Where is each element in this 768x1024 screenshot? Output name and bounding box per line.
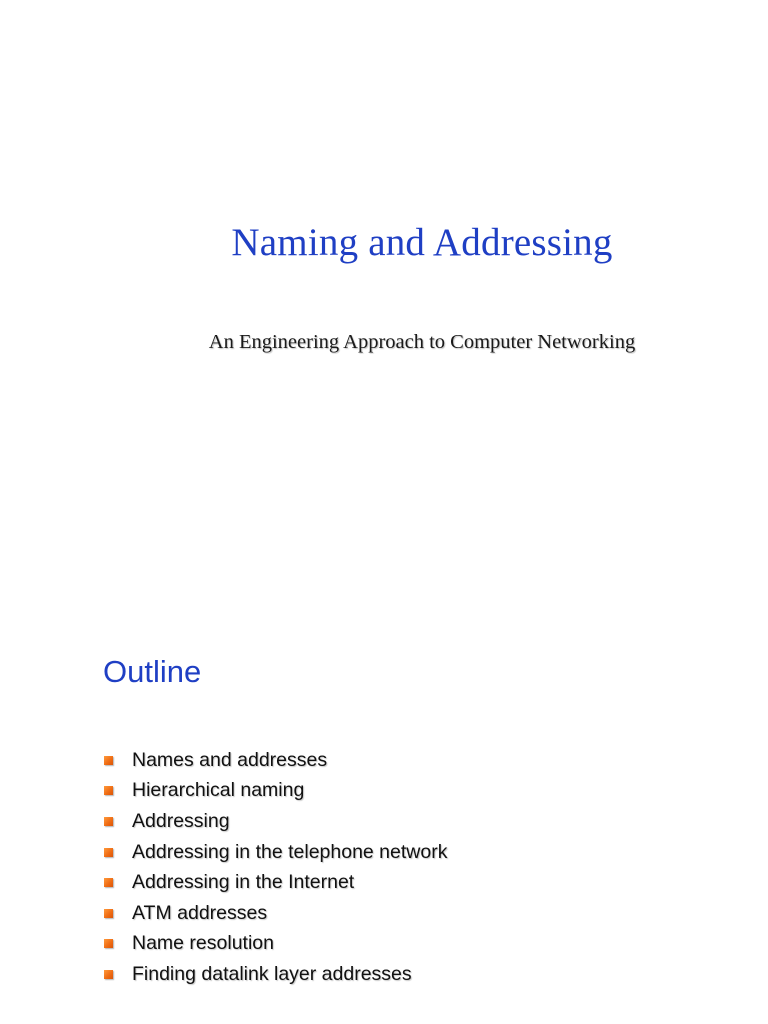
list-item bbox=[104, 867, 447, 898]
list-item bbox=[104, 776, 447, 807]
square-bullet-icon bbox=[104, 848, 113, 857]
list-item-text: Addressing in the Internet bbox=[132, 871, 355, 894]
list-item-text: Finding datalink layer addresses bbox=[132, 962, 412, 985]
list-item bbox=[104, 898, 447, 929]
square-bullet-icon bbox=[104, 939, 113, 948]
square-bullet-icon bbox=[104, 970, 113, 979]
slide-title: Naming and Addressing bbox=[231, 221, 613, 264]
list-item-text: Name resolution bbox=[132, 932, 274, 955]
square-bullet-icon bbox=[104, 878, 113, 887]
slide-subtitle: An Engineering Approach to Computer Networking bbox=[208, 331, 636, 353]
square-bullet-icon bbox=[104, 756, 113, 765]
list-item bbox=[104, 806, 447, 837]
square-bullet-icon bbox=[104, 786, 113, 795]
list-item-text: Addressing in the telephone network bbox=[132, 840, 448, 863]
list-item bbox=[104, 929, 447, 960]
outline-heading: Outline bbox=[103, 654, 202, 689]
list-item bbox=[104, 745, 447, 776]
list-item bbox=[104, 959, 447, 990]
list-item-text: ATM addresses bbox=[132, 901, 268, 924]
list-item-text: Hierarchical naming bbox=[132, 779, 305, 802]
list-item-text: Names and addresses bbox=[132, 748, 328, 771]
square-bullet-icon bbox=[104, 909, 113, 918]
square-bullet-icon bbox=[104, 817, 113, 826]
list-item bbox=[104, 837, 447, 868]
list-item-text: Addressing bbox=[132, 809, 230, 832]
outline-list bbox=[104, 745, 447, 990]
